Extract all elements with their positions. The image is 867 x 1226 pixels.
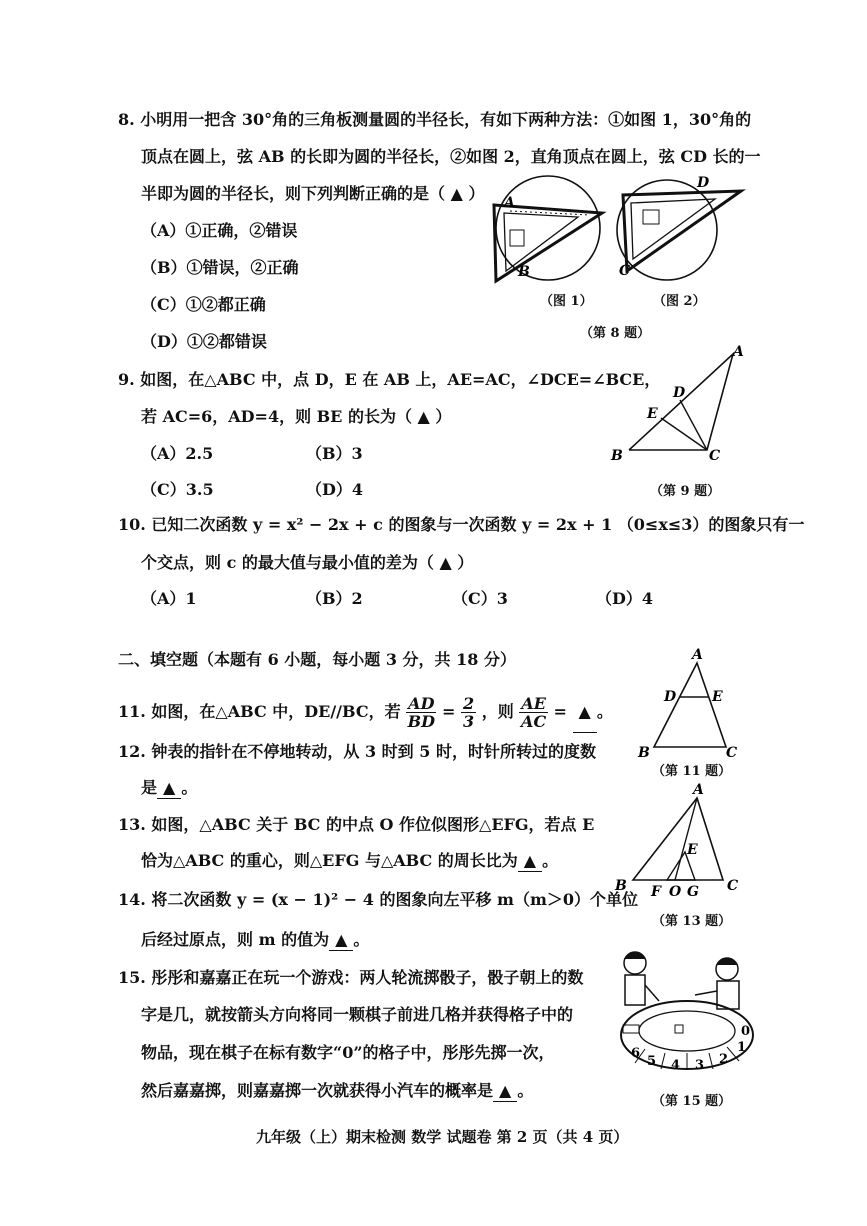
q11-line: 11. 如图，在△ABC 中，DE//BC，若 $\frac{AD}{BD}$ = $\frac{2}{3}$ ，则 $\frac{AE}{AC}$ = ▲ 。 [118, 694, 613, 731]
q9-caption: （第 9 题） [650, 484, 721, 499]
q9-label-d: D [673, 385, 686, 401]
q9-line2: 若 AC=6，AD=4，则 BE 的长为（ ▲ ） [141, 407, 452, 426]
q13-label-g: G [687, 884, 699, 900]
q10-option-d: （D）4 [596, 589, 654, 608]
q10-option-b: （B）2 [306, 589, 363, 608]
q13-line2: 恰为△ABC 的重心，则△EFG 与△ABC 的周长比为 ▲ 。 [141, 851, 559, 870]
q8-fig2-label-d: D [697, 175, 710, 191]
q9-label-a: A [733, 344, 744, 360]
q8-fig1-label-b: B [518, 264, 530, 280]
q13-label-o: O [669, 884, 682, 900]
q15-answer-blank[interactable]: ▲ [493, 1081, 517, 1102]
q11-label-d: D [664, 689, 677, 705]
board-number-4: 4 [671, 1058, 681, 1073]
q10-option-a: （A）1 [141, 589, 197, 608]
q9-line1: 9. 如图，在△ABC 中，点 D，E 在 AB 上，AE=AC，∠DCE=∠BCE， [118, 370, 661, 389]
q8-fig1-caption: （图 1） [540, 294, 593, 309]
q11-answer-blank[interactable]: ▲ [573, 692, 597, 733]
q9-option-c: （C）3.5 [141, 480, 214, 499]
q8-option-c: （C）①②都正确 [141, 295, 266, 314]
q11-fraction-ad-bd: $\frac{AD}{BD}$ [407, 694, 435, 731]
q8-line1: 8. 小明用一把含 30°角的三角板测量圆的半径长，有如下两种方法：①如图 1，30°角的 [118, 110, 752, 129]
q10-line1: 10. 已知二次函数 y = x² − 2x + c 的图象与一次函数 y = 2x + 1 （0≤x≤3）的图象只有一 [118, 515, 805, 534]
q9-label-b: B [611, 448, 623, 464]
q13-caption: （第 13 题） [652, 914, 732, 929]
q8-figure-1 [490, 175, 610, 285]
board-number-1: 1 [737, 1040, 747, 1055]
q12-line1: 12. 钟表的指针在不停地转动，从 3 时到 5 时，时针所转过的度数 [118, 742, 596, 761]
q11-label-c: C [726, 745, 738, 761]
child-left-icon [624, 952, 659, 1005]
board-number-3: 3 [695, 1058, 705, 1073]
q9-option-b: （B）3 [306, 444, 363, 463]
q14-line2: 后经过原点，则 m 的值为 ▲ 。 [141, 930, 370, 949]
q13-label-e: E [687, 842, 698, 858]
q11-prefix: 11. 如图，在△ABC 中，DE//BC，若 [118, 702, 401, 721]
q11-caption: （第 11 题） [652, 764, 732, 779]
q14-answer-blank[interactable]: ▲ [329, 930, 353, 951]
q8-option-b: （B）①错误，②正确 [141, 258, 299, 277]
q11-fraction-ae-ac: $\frac{AE}{AC}$ [521, 694, 547, 731]
q15-caption: （第 15 题） [652, 1094, 732, 1109]
q9-option-a: （A）2.5 [141, 444, 214, 463]
q15-line2: 字是几，就按箭头方向将同一颗棋子前进几格并获得格子中的 [141, 1005, 574, 1024]
q8-option-d: （D）①②都错误 [141, 332, 267, 351]
q10-line2: 个交点，则 c 的最大值与最小值的差为（ ▲ ） [141, 553, 474, 572]
q8-line2: 顶点在圆上，弦 AB 的长即为圆的半径长，②如图 2，直角顶点在圆上，弦 CD 长的一 [141, 147, 761, 166]
q11-label-a: A [692, 647, 703, 663]
page-footer: 九年级（上）期末检测 数学 试题卷 第 2 页（共 4 页） [256, 1128, 629, 1146]
q13-label-a: A [693, 782, 704, 798]
q15-line1: 15. 彤彤和嘉嘉正在玩一个游戏：两人轮流掷骰子，骰子朝上的数 [118, 968, 584, 987]
q14-line1: 14. 将二次函数 y = (x − 1)² − 4 的图象向左平移 m（m＞0）个单位 [118, 890, 639, 909]
section-2-heading: 二、填空题（本题有 6 小题，每小题 3 分，共 18 分） [118, 650, 516, 669]
q15-line3: 物品，现在棋子在标有数字“0”的格子中，彤彤先掷一次， [141, 1043, 555, 1062]
q9-figure [605, 340, 755, 470]
board-number-5: 5 [647, 1054, 657, 1069]
q9-label-c: C [709, 448, 721, 464]
q8-option-a: （A）①正确，②错误 [141, 221, 298, 240]
q15-game-board-illustration [615, 945, 765, 1085]
board-number-2: 2 [719, 1052, 729, 1067]
q13-line1: 13. 如图，△ABC 关于 BC 的中点 O 作位似图形△EFG，若点 E [118, 815, 595, 834]
q8-line3: 半即为圆的半径长，则下列判断正确的是（ ▲ ） [141, 184, 485, 203]
q13-label-f: F [651, 884, 661, 900]
board-number-0: 0 [741, 1024, 751, 1039]
q13-figure [605, 780, 755, 900]
q15-line4: 然后嘉嘉掷，则嘉嘉掷一次就获得小汽车的概率是 ▲ 。 [141, 1081, 534, 1100]
q8-fig1-label-a: A [504, 195, 515, 211]
q8-fig2-caption: （图 2） [653, 294, 706, 309]
q9-label-e: E [647, 406, 658, 422]
q13-label-b: B [615, 878, 627, 894]
q12-line2: 是 ▲ 。 [141, 778, 198, 797]
q8-caption: （第 8 题） [580, 326, 651, 341]
q12-answer-blank[interactable]: ▲ [157, 778, 181, 799]
q11-label-b: B [638, 745, 650, 761]
q11-fraction-2-3: $\frac{2}{3}$ [463, 694, 475, 731]
board-number-6: 6 [631, 1046, 641, 1061]
q9-option-d: （D）4 [306, 480, 364, 499]
q13-label-c: C [727, 878, 739, 894]
q8-figure-2 [615, 175, 745, 285]
q11-label-e: E [712, 689, 723, 705]
q10-option-c: （C）3 [452, 589, 508, 608]
q11-figure [630, 645, 740, 761]
q13-answer-blank[interactable]: ▲ [518, 851, 542, 872]
q8-fig2-label-c: C [619, 263, 631, 279]
